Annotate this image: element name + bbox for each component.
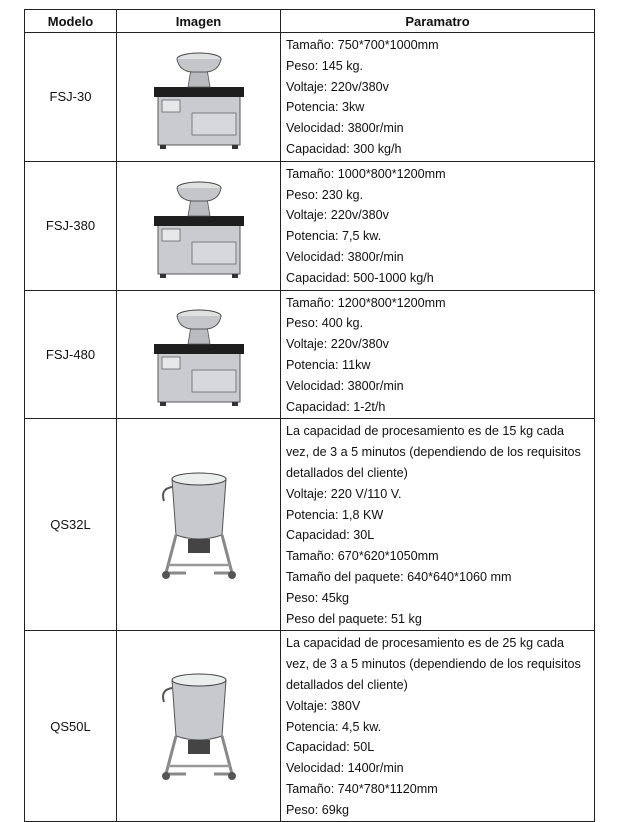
fsj-mixer-machine-image (117, 302, 280, 406)
fsj-mixer-machine-image (117, 45, 280, 149)
param-line: Tamaño: 1000*800*1200mm (286, 166, 446, 181)
params-cell (281, 290, 595, 419)
param-line: Potencia: 7,5 kw. (286, 229, 382, 244)
header-image: Imagen (117, 10, 281, 33)
spec-table (24, 9, 595, 822)
model-cell: QS32L (25, 419, 117, 631)
param-line: Peso del paquete: 51 kg (286, 611, 422, 626)
model-cell: FSJ-30 (25, 33, 117, 162)
param-line: Peso: 230 kg. (286, 187, 364, 202)
capacity-note: La capacidad de procesamiento es de 25 kg cada vez, de 3 a 5 minutos (dependiendo de los requisitos detallados del cliente) (286, 636, 581, 692)
table-row (25, 290, 595, 419)
param-line: Velocidad: 3800r/min (286, 249, 404, 264)
header-model: Modelo (25, 10, 117, 33)
qs-bowl-cutter-image (117, 670, 280, 782)
param-line: Velocidad: 3800r/min (286, 121, 404, 136)
param-line: Potencia: 1,8 KW (286, 507, 384, 522)
param-line: Tamaño: 750*700*1000mm (286, 38, 439, 52)
param-line: Voltaje: 220v/380v (286, 208, 389, 223)
param-line: Peso: 400 kg. (286, 316, 364, 331)
model-cell: FSJ-480 (25, 290, 117, 419)
param-line: Peso: 69kg (286, 802, 350, 817)
capacity-note: La capacidad de procesamiento es de 15 kg cada vez, de 3 a 5 minutos (dependiendo de los requisitos detallados del cliente) (286, 424, 581, 480)
params-cell (281, 161, 595, 290)
param-line: Potencia: 3kw (286, 100, 365, 115)
param-line: Velocidad: 1400r/min (286, 761, 404, 776)
product-image-cell (117, 631, 281, 822)
qs-bowl-cutter-image (117, 469, 280, 581)
param-line: Tamaño del paquete: 640*640*1060 mm (286, 569, 512, 584)
param-line: Capacidad: 300 kg/h (286, 141, 402, 156)
header-params: Paramatro (281, 10, 595, 33)
param-line: Velocidad: 3800r/min (286, 378, 404, 393)
param-line: Peso: 45kg (286, 590, 350, 605)
params-cell (281, 419, 595, 631)
param-line: Capacidad: 50L (286, 740, 375, 755)
param-line: Tamaño: 740*780*1120mm (286, 781, 438, 796)
product-image-cell (117, 161, 281, 290)
params-cell (281, 631, 595, 822)
param-line: Voltaje: 220 V/110 V. (286, 486, 402, 501)
model-cell: QS50L (25, 631, 117, 822)
table-row (25, 161, 595, 290)
param-line: Voltaje: 220v/380v (286, 337, 389, 352)
fsj-mixer-machine-image (117, 174, 280, 278)
param-line: Tamaño: 1200*800*1200mm (286, 295, 446, 310)
param-line: Peso: 145 kg. (286, 58, 364, 73)
param-line: Voltaje: 380V (286, 698, 361, 713)
param-line: Voltaje: 220v/380v (286, 79, 389, 94)
table-row (25, 631, 595, 822)
model-cell: FSJ-380 (25, 161, 117, 290)
param-line: Potencia: 11kw (286, 357, 371, 372)
product-image-cell (117, 419, 281, 631)
param-line: Tamaño: 670*620*1050mm (286, 549, 439, 564)
param-line: Capacidad: 1-2t/h (286, 399, 386, 414)
table-row (25, 419, 595, 631)
table-row (25, 33, 595, 162)
product-image-cell (117, 290, 281, 419)
header-row (25, 10, 595, 33)
param-line: Capacidad: 30L (286, 528, 375, 543)
product-image-cell (117, 33, 281, 162)
param-line: Potencia: 4,5 kw. (286, 719, 382, 734)
param-line: Capacidad: 500-1000 kg/h (286, 270, 434, 285)
params-cell (281, 33, 595, 162)
